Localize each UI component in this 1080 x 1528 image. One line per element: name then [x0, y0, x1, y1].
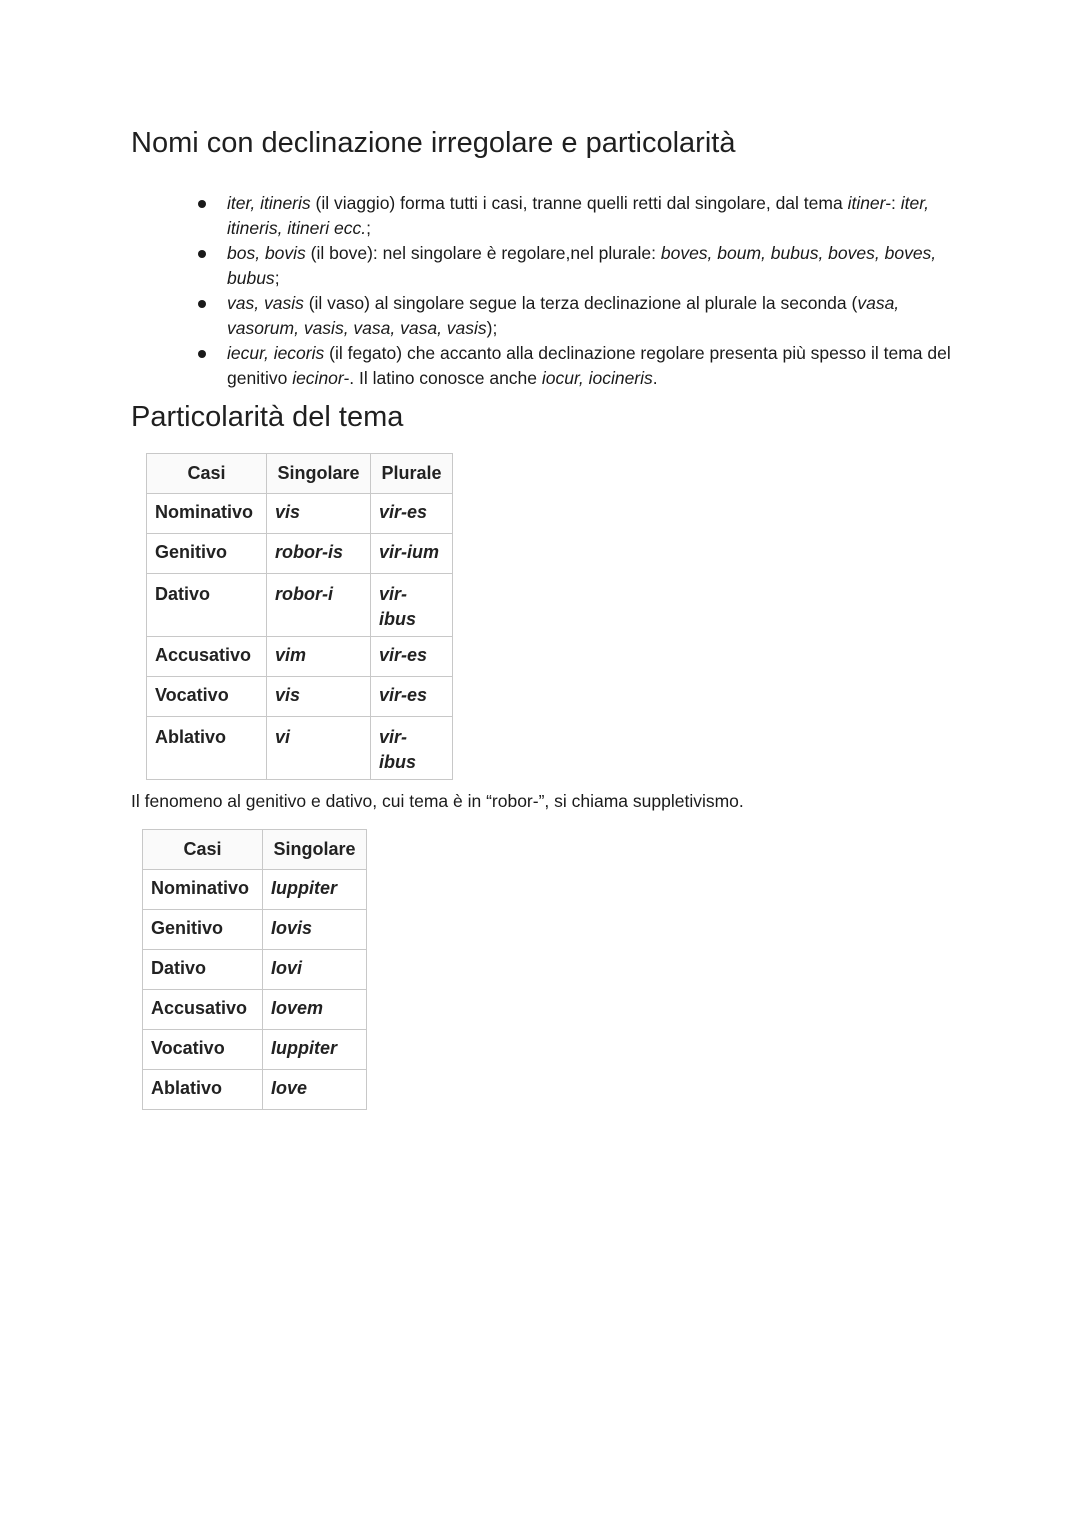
table-row	[143, 1070, 367, 1110]
plural-cell: vir-es	[371, 677, 453, 717]
text-run: .	[652, 368, 658, 388]
singular-cell: Iuppiter	[263, 1030, 367, 1070]
list-item	[195, 341, 955, 391]
table-row	[147, 494, 453, 534]
case-cell: Accusativo	[143, 990, 263, 1030]
case-cell: Nominativo	[147, 494, 267, 534]
latin-term: iter, itineris	[227, 193, 311, 213]
table-row	[143, 1030, 367, 1070]
column-header-casi: Casi	[147, 454, 267, 494]
latin-term: bos, bovis	[227, 243, 306, 263]
list-item-text	[227, 343, 951, 388]
table-header-row	[143, 830, 367, 870]
plural-cell: vir- ibus	[371, 574, 453, 637]
singular-cell: Iovem	[263, 990, 367, 1030]
singular-cell: robor-i	[267, 574, 371, 637]
text-run: (il vaso) al singolare segue la terza declinazione al plurale la seconda (	[303, 293, 858, 313]
section-title-irregular-nouns: Nomi con declinazione irregolare e particolarità	[131, 127, 736, 159]
section-title-stem-particularities: Particolarità del tema	[131, 401, 404, 433]
bullet-icon	[198, 200, 206, 208]
case-cell: Genitivo	[147, 534, 267, 574]
text-run: );	[486, 318, 498, 338]
table-header-row	[147, 454, 453, 494]
suppletivism-paragraph: Il fenomeno al genitivo e dativo, cui tema è in “robor-”, si chiama suppletivismo.	[131, 791, 744, 811]
table-row	[143, 870, 367, 910]
column-header-singolare: Singolare	[267, 454, 371, 494]
latin-term: vas, vasis	[227, 293, 304, 313]
latin-term: boves, boum, bubus, boves, boves, bubus	[227, 243, 937, 288]
latin-term: iocur, iocineris	[541, 368, 653, 388]
case-cell: Ablativo	[143, 1070, 263, 1110]
latin-term: vasa, vasorum, vasis, vasa, vasa, vasis	[227, 293, 900, 338]
plural-cell: vir- ibus	[371, 717, 453, 780]
latin-term: iter, itineris, itineri ecc.	[227, 193, 929, 238]
singular-cell: Iove	[263, 1070, 367, 1110]
case-cell: Accusativo	[147, 637, 267, 677]
case-cell: Ablativo	[147, 717, 267, 780]
singular-cell: vi	[267, 717, 371, 780]
case-cell: Dativo	[147, 574, 267, 637]
bullet-icon	[198, 250, 206, 258]
case-cell: Genitivo	[143, 910, 263, 950]
text-run: ;	[274, 268, 280, 288]
list-item-text	[227, 243, 936, 288]
list-item	[195, 291, 955, 341]
plural-cell: vir-es	[371, 637, 453, 677]
plural-cell: vir-es	[371, 494, 453, 534]
list-item-text	[227, 193, 929, 238]
table-row	[147, 677, 453, 717]
column-header-plurale: Plurale	[371, 454, 453, 494]
singular-cell: Iovis	[263, 910, 367, 950]
case-cell: Nominativo	[143, 870, 263, 910]
irregular-nouns-list	[195, 191, 955, 391]
singular-cell: vim	[267, 637, 371, 677]
table-row	[147, 637, 453, 677]
latin-term: itiner-	[847, 193, 892, 213]
case-cell: Dativo	[143, 950, 263, 990]
table-row	[147, 717, 453, 780]
bullet-icon	[198, 350, 206, 358]
latin-term: iecur, iecoris	[227, 343, 325, 363]
singular-cell: vis	[267, 677, 371, 717]
bullet-icon	[198, 300, 206, 308]
list-item-text	[227, 293, 899, 338]
list-item	[195, 191, 955, 241]
singular-cell: Iuppiter	[263, 870, 367, 910]
table-row	[147, 534, 453, 574]
singular-cell: Iovi	[263, 950, 367, 990]
column-header-singolare: Singolare	[263, 830, 367, 870]
text-run: (il fegato) che accanto alla declinazione regolare presenta più spesso il tema del genitivo	[227, 343, 951, 388]
singular-cell: robor-is	[267, 534, 371, 574]
case-cell: Vocativo	[143, 1030, 263, 1070]
text-run: :	[891, 193, 901, 213]
list-item	[195, 241, 955, 291]
table-row	[143, 950, 367, 990]
vis-declension-table	[146, 453, 453, 780]
singular-cell: vis	[267, 494, 371, 534]
column-header-casi: Casi	[143, 830, 263, 870]
iuppiter-declension-table	[142, 829, 367, 1110]
table-row	[143, 910, 367, 950]
case-cell: Vocativo	[147, 677, 267, 717]
text-run: . Il latino conosce anche	[349, 368, 542, 388]
plural-cell: vir-ium	[371, 534, 453, 574]
text-run: ;	[366, 218, 371, 238]
text-run: (il viaggio) forma tutti i casi, tranne quelli retti dal singolare, dal tema	[310, 193, 848, 213]
latin-term: iecinor-	[292, 368, 350, 388]
text-run: (il bove): nel singolare è regolare,nel plurale:	[305, 243, 661, 263]
table-row	[143, 990, 367, 1030]
table-row	[147, 574, 453, 637]
